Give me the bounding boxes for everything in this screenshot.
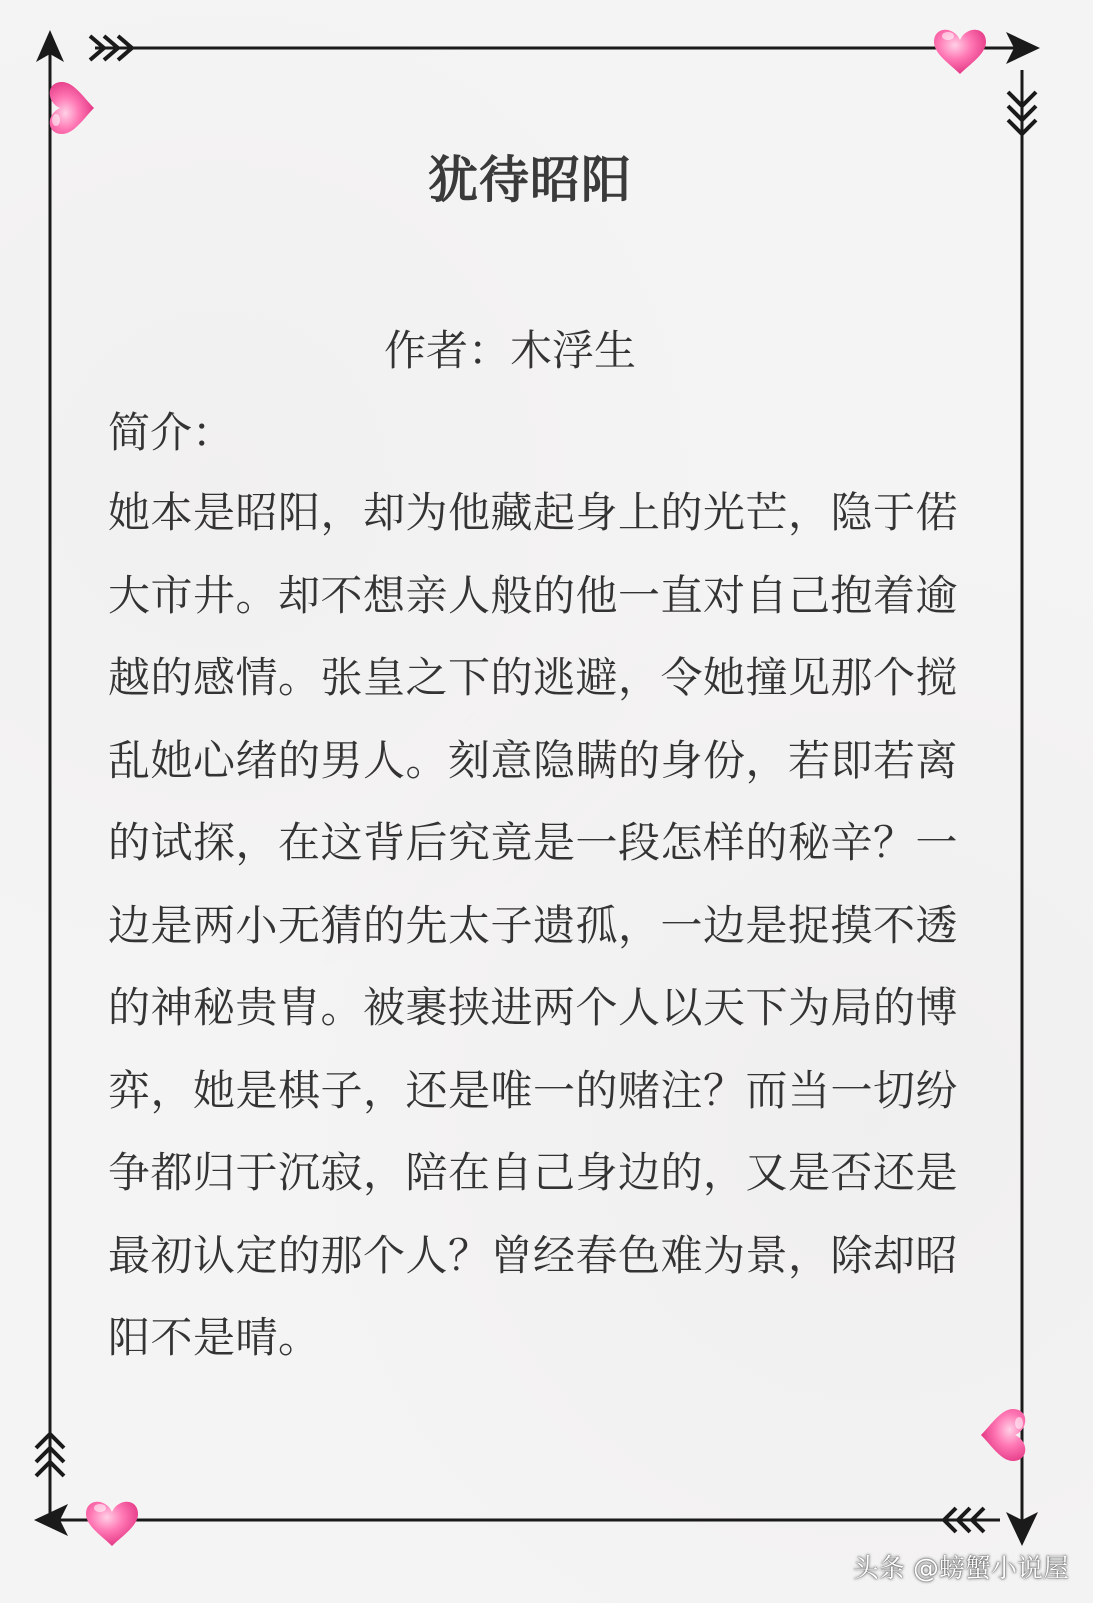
heart-icon	[86, 1502, 138, 1546]
heart-icon	[934, 30, 986, 74]
author-line: 作者：木浮生	[383, 326, 636, 375]
book-title: 犹待昭阳	[428, 151, 632, 209]
heart-icon	[981, 1409, 1025, 1461]
intro-label: 简介：	[108, 408, 235, 457]
synopsis-text: 她本是昭阳，却为他藏起身上的光芒，隐于偌大市井。却不想亲人般的他一直对自己抱着逾越的感情。张皇之下的逃避，令她撞见那个搅乱她心绪的男人。刻意隐瞒的身份，若即若离的试探，在这背后究竟是一段怎样的秘辛？一边是两小无猜的先太子遗孤，一边是捉摸不透的神秘贵胄。被裹挟进两个人以天下为局的博弈，她是棋子，还是唯一的赌注？而当一切纷争都归于沉寂，陪在自己身边的，又是否还是最初认定的那个人？曾经春色难为景，除却昭阳不是晴。	[108, 488, 959, 1362]
watermark: 头条 @螃蟹小说屋	[852, 1554, 1069, 1584]
heart-icon	[50, 82, 94, 134]
